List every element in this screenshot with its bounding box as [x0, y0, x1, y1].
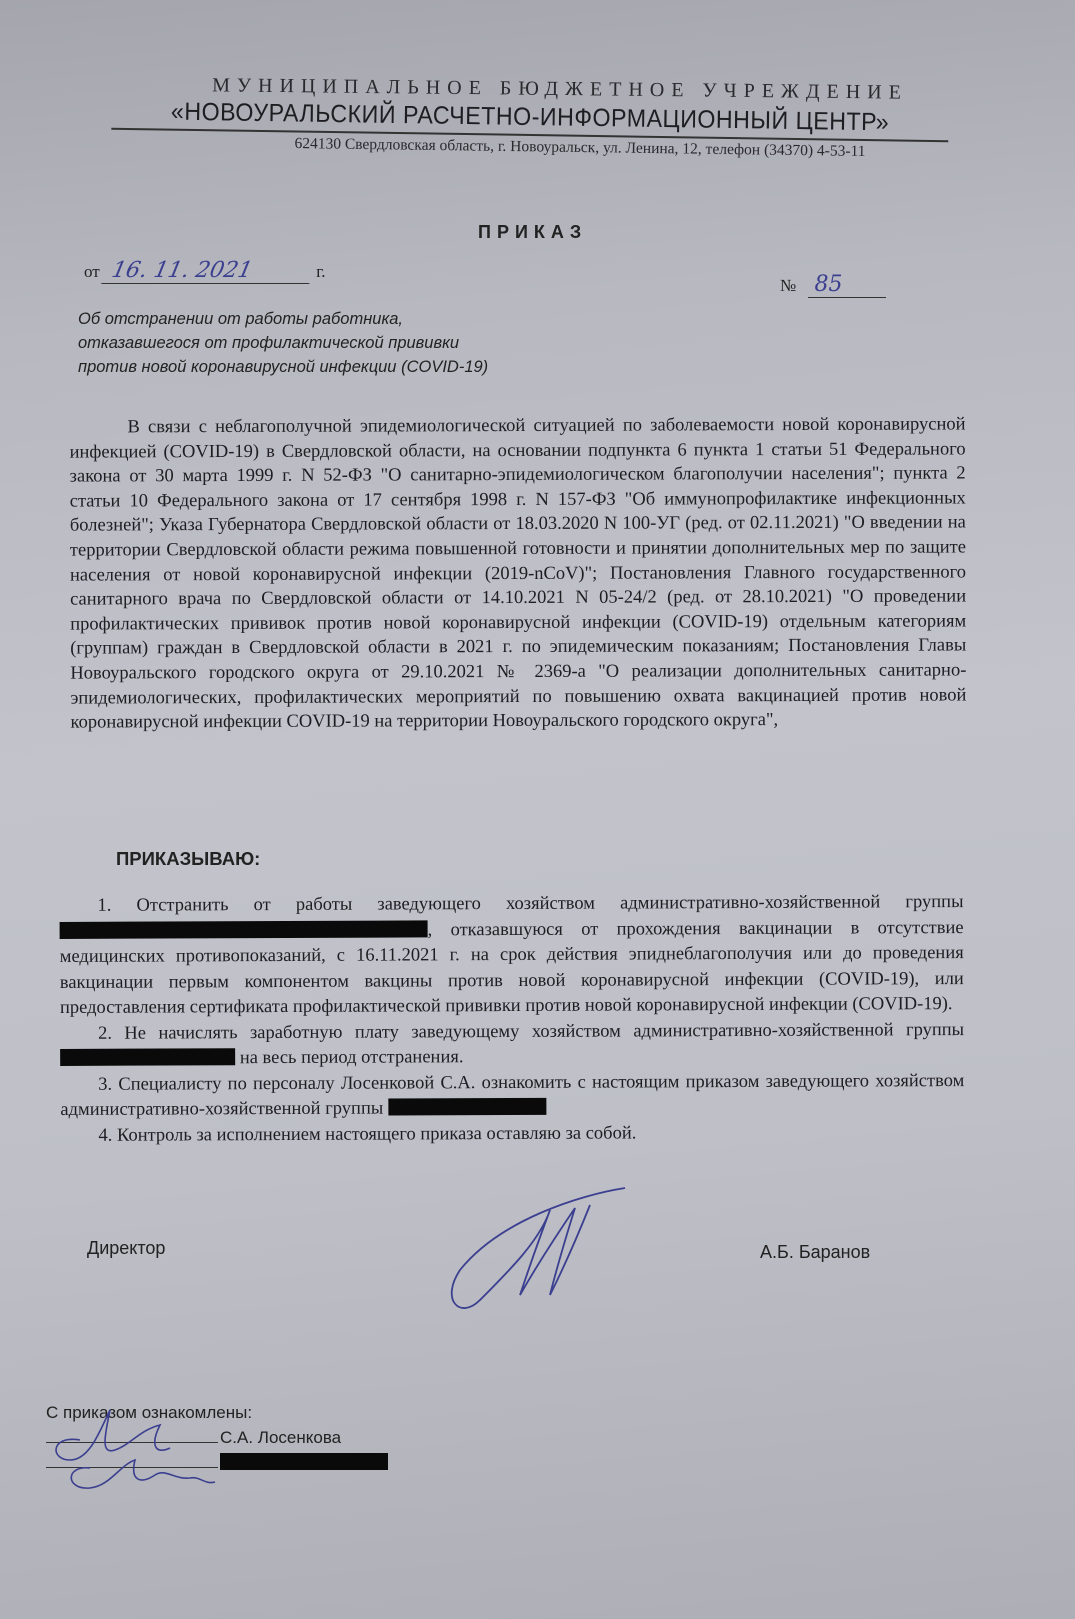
subject	[78, 307, 488, 379]
item-text: 1. Отстранить от работы заведующего хозяйством административно-хозяйственной группы	[97, 892, 964, 916]
date-handwritten: 16. 11. 2021	[101, 258, 315, 284]
order-item-3	[60, 1069, 964, 1124]
date-prefix: от	[84, 262, 100, 281]
ack-label: С приказом ознакомлены:	[46, 1403, 253, 1422]
item-text: 3. Специалисту по персоналу Лосенковой С.А. ознакомить с настоящим приказом заведующего хозяйством административно-хозяйственной группы	[60, 1070, 965, 1120]
redaction-bar	[388, 1098, 546, 1116]
org-type: МУНИЦИПАЛЬНОЕ БЮДЖЕТНОЕ УЧРЕЖДЕНИЕ	[212, 74, 908, 104]
ack-name: С.А. Лосенкова	[220, 1428, 342, 1447]
date-row	[84, 258, 326, 284]
redaction-bar	[220, 1453, 388, 1470]
item-text: на весь период отстранения.	[239, 1047, 464, 1069]
ack-signatures-icon	[40, 1390, 240, 1500]
letterhead	[80, 74, 1000, 160]
order-heading: ПРИКАЗЫВАЮ:	[116, 848, 261, 869]
order-item-2	[60, 1018, 964, 1073]
number-handwritten: 85	[808, 272, 886, 298]
order-item-1	[59, 890, 964, 1021]
org-address: 624130 Свердловская область, г. Новоуральск, ул. Ленина, 12, телефон (34370) 4-53-11	[294, 135, 866, 160]
org-name: «НОВОУРАЛЬСКИЙ РАСЧЕТНО-ИНФОРМАЦИОННЫЙ ЦЕНТР»	[111, 97, 948, 143]
subject-line: против новой коронавирусной инфекции (COVID-19)	[78, 358, 489, 376]
date-suffix: г.	[316, 262, 326, 281]
number-row	[780, 272, 886, 298]
redaction-bar	[60, 920, 428, 939]
signer-title: Директор	[87, 1238, 166, 1258]
item-text: 2. Не начислять заработную плату заведующему хозяйством административно-хозяйственной группы	[98, 1019, 965, 1044]
order-item-4: 4. Контроль за исполнением настоящего приказа оставляю за собой.	[98, 1122, 637, 1146]
director-signature-icon	[440, 1180, 640, 1320]
redaction-bar	[60, 1048, 235, 1066]
order-items	[59, 890, 964, 1149]
preamble: В связи с неблагополучной эпидемиологической ситуацией по заболеваемости новой коронавирусной инфекцией (COVID-19) в Свердловской области, на основании подпункта 6 пункта 1 статьи 51 Федерального закона от 30 марта 1999 г. N 52-ФЗ "О санитарно-эпидемиологическом благополучии населения"; пункта 2 статьи 10 Федерального закона от 17 сентября 1998 г. N 157-ФЗ "Об иммунопрофилактике инфекционных болезней"; Указа Губернатора Свердловской области от 18.03.2020 N 100-УГ (ред. от 02.11.2021) "О введении на территории Свердловской области режима повышенной готовности и принятии дополнительных мер по защите населения от новой коронавирусной инфекции (2019-nCoV)"; Постановления Главного государственного санитарного врача по Свердловской области от 14.10.2021 N 05-24/2 (ред. от 28.10.2021) "О проведении профилактических прививок против новой коронавирусной инфекции (COVID-19) отдельным категориям (группам) граждан в Свердловской области в 2021 г. по эпидемическим показаниям; Постановления Главы Новоуральского городского округа от 29.10.2021 № 2369-а "О реализации дополнительных санитарно-эпидемиологических, профилактических мероприятий по повышению охвата вакцинацией против новой коронавирусной инфекции COVID-19 на территории Новоуральского городского округа",	[69, 414, 967, 733]
item-text: , отказавшуюся от прохождения вакцинации в отсутствие медицинских противопоказаний, с 16.11.2021 г. на срок действия эпиднеблагополучия или до проведения вакцинации первым компонентом вакцины против новой коронавирусной инфекции (COVID-19), или предоставления сертификата профилактической прививки против новой коронавирусной инфекции (COVID-19).	[59, 917, 964, 1018]
signer-name: А.Б. Баранов	[760, 1242, 871, 1262]
number-prefix: №	[780, 276, 797, 295]
document-title: ПРИКАЗ	[478, 222, 588, 242]
subject-line: Об отстранении от работы работника,	[78, 310, 404, 328]
subject-line: отказавшегося от профилактической прививки	[78, 334, 460, 352]
